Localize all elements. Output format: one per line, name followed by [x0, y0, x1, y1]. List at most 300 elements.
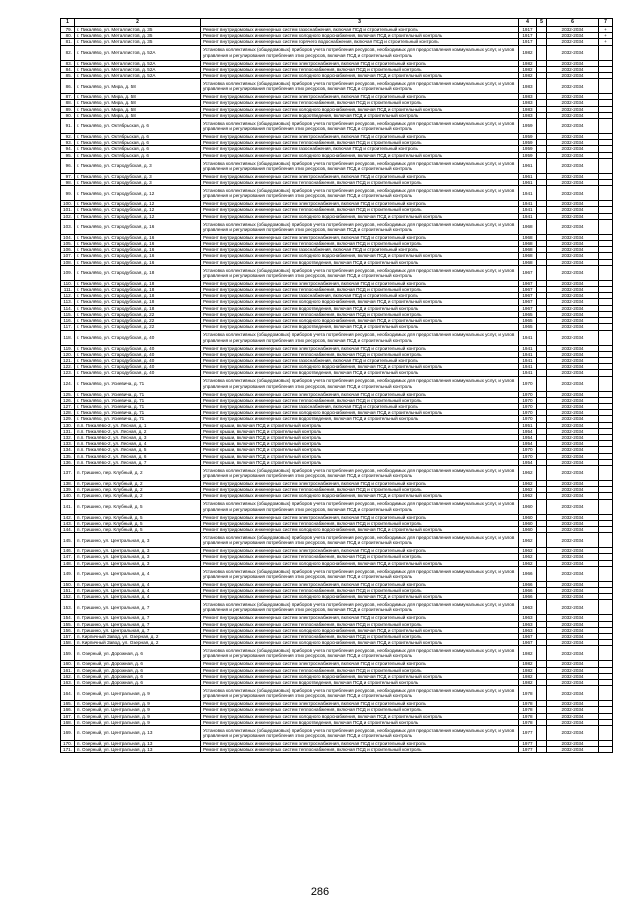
row-number: 110. [61, 280, 75, 286]
period-cell: 2032-2034 [547, 207, 599, 213]
work-description-cell: Ремонт внутридомовых инженерных систем газоснабжения, включая ПСД и строительный контроль [201, 357, 519, 363]
row-number: 108. [61, 259, 75, 265]
row-number: 107. [61, 253, 75, 259]
address-cell: п. Гришино, ул. Центральная, д. 7 [75, 600, 201, 615]
period-cell: 2032-2034 [547, 60, 599, 66]
address-cell: г. Пикалёво, ул. Стародубская, д. 3 [75, 173, 201, 179]
table-row [61, 566, 613, 581]
work-description-cell: Ремонт внутридомовых инженерных систем электроснабжения, включая ПСД и строительный контроль [201, 391, 519, 397]
address-cell: г. Пикалёво, ул. Усиевича, д. 71 [75, 403, 201, 409]
work-description-cell: Ремонт внутридомовых инженерных систем водоотведения, включая ПСД и строительный контроль [201, 370, 519, 376]
work-description-cell: Ремонт внутридомовых инженерных систем холодного водоснабжения, включая ПСД и строительный контроль [201, 640, 519, 646]
period-cell: 2032-2034 [547, 480, 599, 486]
period-cell: 2032-2034 [547, 526, 599, 532]
address-cell: г. Пикалёво, ул. Мира, д. 58 [75, 112, 201, 118]
period-cell: 2032-2034 [547, 180, 599, 186]
period-cell: 2032-2034 [547, 330, 599, 345]
row-number: 109. [61, 265, 75, 280]
work-description-cell: Ремонт внутридомовых инженерных систем теплоснабжения, включая ПСД и строительный контроль [201, 587, 519, 593]
address-cell: г. Пикалёво, ул. Стародубская, д. 12 [75, 207, 201, 213]
header-cell: 1 [61, 19, 75, 27]
work-description-cell: Ремонт внутридомовых инженерных систем холодного водоснабжения, включая ПСД и строительный контроль [201, 106, 519, 112]
work-description-cell: Ремонт внутридомовых инженерных систем холодного водоснабжения, включая ПСД и строительный контроль [201, 594, 519, 600]
table-row [61, 416, 613, 422]
table-row [61, 640, 613, 646]
row-number: 87. [61, 94, 75, 100]
year-cell: 1959 [519, 134, 537, 140]
mark-cell [599, 533, 613, 548]
row-number: 104. [61, 234, 75, 240]
address-cell: п. Озерный, ул. Дорожная, д. 6 [75, 661, 201, 667]
year-cell: 1962 [519, 487, 537, 493]
empty-cell [537, 726, 547, 741]
address-cell: п. Озерный, ул. Дорожная, д. 6 [75, 646, 201, 661]
table-row [61, 247, 613, 253]
period-cell: 2032-2034 [547, 587, 599, 593]
year-cell: 1963 [519, 627, 537, 633]
row-number: 117. [61, 324, 75, 330]
row-number: 102. [61, 213, 75, 219]
table-row [61, 253, 613, 259]
address-cell: п. Гришино, ул. Центральная, д. 3 [75, 533, 201, 548]
period-cell: 2032-2034 [547, 410, 599, 416]
period-cell: 2032-2034 [547, 499, 599, 514]
table-row [61, 634, 613, 640]
year-cell: 1968 [519, 259, 537, 265]
work-description-cell: Ремонт внутридомовых инженерных систем теплоснабжения, включая ПСД и строительный контроль [201, 397, 519, 403]
row-number: 130. [61, 422, 75, 428]
period-cell: 2032-2034 [547, 241, 599, 247]
table-row [61, 741, 613, 747]
period-cell: 2032-2034 [547, 140, 599, 146]
period-cell: 2032-2034 [547, 253, 599, 259]
work-description-cell: Ремонт внутридомовых инженерных систем водоотведения, включая ПСД и строительный контроль [201, 259, 519, 265]
table-row [61, 79, 613, 94]
period-cell: 2032-2034 [547, 79, 599, 94]
table-row [61, 66, 613, 72]
address-cell: г. Пикалёво, ул. Стародубская, д. 18 [75, 280, 201, 286]
period-cell: 2032-2034 [547, 66, 599, 72]
empty-cell [537, 186, 547, 201]
period-cell: 2032-2034 [547, 397, 599, 403]
period-cell: 2032-2034 [547, 146, 599, 152]
period-cell: 2032-2034 [547, 560, 599, 566]
row-number: 154. [61, 615, 75, 621]
work-description-cell: Ремонт внутридомовых инженерных систем теплоснабжения, включая ПСД и строительный контроль [201, 66, 519, 72]
mark-cell [599, 747, 613, 753]
year-cell: 1967 [519, 299, 537, 305]
table-row [61, 146, 613, 152]
table-row [61, 293, 613, 299]
address-cell: п. Кирпичный Завод, ул. Озерная, д. 2 [75, 634, 201, 640]
work-description-cell: Ремонт внутридомовых инженерных систем водоотведения, включая ПСД и строительный контроль [201, 112, 519, 118]
period-cell: 2032-2034 [547, 119, 599, 134]
row-number: 159. [61, 646, 75, 661]
mark-cell [599, 566, 613, 581]
address-cell: п. Гришино, ул. Центральная, д. 4 [75, 581, 201, 587]
year-cell: 1983 [519, 112, 537, 118]
period-cell: 2032-2034 [547, 487, 599, 493]
address-cell: г. Пикалёво, ул. Стародубская, д. 3 [75, 180, 201, 186]
year-cell: 1982 [519, 667, 537, 673]
row-number: 166. [61, 707, 75, 713]
work-description-cell: Установка коллективных (общедомовых) приборов учета потребления ресурсов, необходимых для предоставления коммунальных услуг, и узлов управления и регулирования потребления этих ресурсов, включая ПСД и строительный контроль [201, 465, 519, 480]
table-row [61, 533, 613, 548]
year-cell: 1959 [519, 140, 537, 146]
row-number: 147. [61, 554, 75, 560]
work-description-cell: Ремонт внутридомовых инженерных систем газоснабжения, включая ПСД и строительный контроль [201, 247, 519, 253]
row-number: 125. [61, 391, 75, 397]
work-description-cell: Ремонт внутридомовых инженерных систем холодного водоснабжения, включая ПСД и строительный контроль [201, 493, 519, 499]
work-description-cell: Ремонт внутридомовых инженерных систем холодного водоснабжения, включая ПСД и строительный контроль [201, 73, 519, 79]
year-cell: 1959 [519, 146, 537, 152]
table-row [61, 27, 613, 33]
year-cell: 1978 [519, 719, 537, 725]
period-cell: 2032-2034 [547, 667, 599, 673]
year-cell: 1966 [519, 594, 537, 600]
year-cell: 1954 [519, 434, 537, 440]
period-cell: 2032-2034 [547, 234, 599, 240]
address-cell: г. Пикалёво, ул. Октябрьская, д. 6 [75, 152, 201, 158]
address-cell: п. Гришино, ул. Центральная, д. 7 [75, 615, 201, 621]
period-cell: 2032-2034 [547, 112, 599, 118]
row-number: 131. [61, 428, 75, 434]
row-number: 170. [61, 741, 75, 747]
table-row [61, 186, 613, 201]
row-number: 149. [61, 566, 75, 581]
work-description-cell: Ремонт внутридомовых инженерных систем теплоснабжения, включая ПСД и строительный контроль [201, 351, 519, 357]
address-cell: г. Пикалёво, ул. Мира, д. 58 [75, 106, 201, 112]
year-cell: 1978 [519, 701, 537, 707]
address-cell: п. Озерный, ул. Центральная, д. 9 [75, 686, 201, 701]
period-cell: 2032-2034 [547, 134, 599, 140]
period-cell: 2032-2034 [547, 299, 599, 305]
address-cell: п. Гришино, пер. Клубный, д. 2 [75, 465, 201, 480]
row-number: 88. [61, 100, 75, 106]
year-cell: 1959 [519, 152, 537, 158]
year-cell: 1967 [519, 280, 537, 286]
work-description-cell: Установка коллективных (общедомовых) приборов учета потребления ресурсов, необходимых для предоставления коммунальных услуг, и узлов управления и регулирования потребления этих ресурсов, включая ПСД и строительный контроль [201, 186, 519, 201]
period-cell: 2032-2034 [547, 447, 599, 453]
header-cell: 3 [201, 19, 519, 27]
address-cell: п. Гришино, пер. Клубный, д. 2 [75, 493, 201, 499]
address-cell: п.п. Пикалёво-2, ул. Лесная, д. 1 [75, 422, 201, 428]
mark-cell [599, 499, 613, 514]
table-row [61, 73, 613, 79]
table-row [61, 39, 613, 45]
row-number: 90. [61, 112, 75, 118]
year-cell: 1941 [519, 330, 537, 345]
row-number: 98. [61, 180, 75, 186]
address-cell: г. Пикалёво, ул. Стародубская, д. 22 [75, 318, 201, 324]
year-cell: 1917 [519, 39, 537, 45]
table-row [61, 548, 613, 554]
address-cell: п. Озерный, ул. Центральная, д. 13 [75, 741, 201, 747]
work-description-cell: Ремонт внутридомовых инженерных систем теплоснабжения, включая ПСД и строительный контроль [201, 287, 519, 293]
row-number: 128. [61, 410, 75, 416]
work-description-cell: Ремонт внутридомовых инженерных систем холодного водоснабжения, включая ПСД и строительный контроль [201, 33, 519, 39]
address-cell: п.п. Пикалёво-2, ул. Лесная, д. 5 [75, 447, 201, 453]
year-cell: 1941 [519, 345, 537, 351]
address-cell: г. Пикалёво, ул. Стародубская, д. 16 [75, 259, 201, 265]
work-description-cell: Ремонт внутридомовых инженерных систем водоотведения, включая ПСД и строительный контроль [201, 305, 519, 311]
table-row [61, 305, 613, 311]
period-cell: 2032-2034 [547, 311, 599, 317]
period-cell: 2032-2034 [547, 634, 599, 640]
year-cell: 1978 [519, 686, 537, 701]
work-description-cell: Установка коллективных (общедомовых) приборов учета потребления ресурсов, необходимых для предоставления коммунальных услуг, и узлов управления и регулирования потребления этих ресурсов, включая ПСД и строительный контроль [201, 566, 519, 581]
work-description-cell: Ремонт внутридомовых инженерных систем холодного водоснабжения, включая ПСД и строительный контроль [201, 318, 519, 324]
row-number: 83. [61, 60, 75, 66]
work-description-cell: Ремонт внутридомовых инженерных систем водоотведения, включая ПСД и строительный контроль [201, 324, 519, 330]
work-description-cell: Ремонт внутридомовых инженерных систем холодного водоснабжения, включая ПСД и строительный контроль [201, 299, 519, 305]
header-cell: 7 [599, 19, 613, 27]
work-description-cell: Ремонт внутридомовых инженерных систем теплоснабжения, включая ПСД и строительный контроль [201, 707, 519, 713]
table-row [61, 345, 613, 351]
address-cell: г. Пикалёво, ул. Стародубская, д. 16 [75, 241, 201, 247]
row-number: 94. [61, 146, 75, 152]
year-cell: 1977 [519, 747, 537, 753]
period-cell: 2032-2034 [547, 533, 599, 548]
mark-cell [599, 119, 613, 134]
address-cell: п. Озерный, ул. Дорожная, д. 6 [75, 667, 201, 673]
work-description-cell: Ремонт внутридомовых инженерных систем теплоснабжения, включая ПСД и строительный контроль [201, 621, 519, 627]
work-description-cell: Ремонт внутридомовых инженерных систем холодного водоснабжения, включая ПСД и строительный контроль [201, 713, 519, 719]
work-description-cell: Ремонт крыши, включая ПСД и строительный контроль [201, 434, 519, 440]
year-cell: 1962 [519, 465, 537, 480]
row-number: 97. [61, 173, 75, 179]
year-cell: 1954 [519, 441, 537, 447]
year-cell: 1977 [519, 741, 537, 747]
work-description-cell: Ремонт крыши, включая ПСД и строительный контроль [201, 459, 519, 465]
year-cell: 1966 [519, 581, 537, 587]
year-cell: 1978 [519, 713, 537, 719]
row-number: 143. [61, 520, 75, 526]
address-cell: г. Пикалёво, ул. Усиевича, д. 71 [75, 410, 201, 416]
mark-cell [599, 376, 613, 391]
period-cell: 2032-2034 [547, 673, 599, 679]
period-cell: 2032-2034 [547, 370, 599, 376]
work-description-cell: Ремонт внутридомовых инженерных систем электроснабжения, включая ПСД и строительный контроль [201, 234, 519, 240]
table-row [61, 330, 613, 345]
period-cell: 2032-2034 [547, 493, 599, 499]
row-number: 155. [61, 621, 75, 627]
mark-cell: + [599, 33, 613, 39]
period-cell: 2032-2034 [547, 357, 599, 363]
address-cell: г. Пикалёво, ул. Стародубская, д. 40 [75, 330, 201, 345]
work-description-cell: Ремонт внутридомовых инженерных систем электроснабжения, включая ПСД и строительный контроль [201, 741, 519, 747]
address-cell: п. Гришино, ул. Центральная, д. 3 [75, 560, 201, 566]
row-number: 164. [61, 686, 75, 701]
empty-cell [537, 79, 547, 94]
work-description-cell: Ремонт внутридомовых инженерных систем холодного водоснабжения, включая ПСД и строительный контроль [201, 364, 519, 370]
table-row [61, 594, 613, 600]
period-cell: 2032-2034 [547, 106, 599, 112]
period-cell: 2032-2034 [547, 351, 599, 357]
year-cell: 1967 [519, 634, 537, 640]
row-number: 101. [61, 207, 75, 213]
year-cell: 1959 [519, 119, 537, 134]
year-cell: 1968 [519, 247, 537, 253]
year-cell: 1960 [519, 526, 537, 532]
row-number: 89. [61, 106, 75, 112]
period-cell: 2032-2034 [547, 707, 599, 713]
header-cell: 2 [75, 19, 201, 27]
work-description-cell: Ремонт внутридомовых инженерных систем теплоснабжения, включая ПСД и строительный контроль [201, 520, 519, 526]
address-cell: п. Гришино, ул. Центральная, д. 7 [75, 621, 201, 627]
period-cell: 2032-2034 [547, 747, 599, 753]
work-description-cell: Установка коллективных (общедомовых) приборов учета потребления ресурсов, необходимых для предоставления коммунальных услуг, и узлов управления и регулирования потребления этих ресурсов, включая ПСД и строительный контроль [201, 376, 519, 391]
year-cell: 1978 [519, 707, 537, 713]
year-cell: 1962 [519, 533, 537, 548]
period-cell: 2032-2034 [547, 640, 599, 646]
table-row [61, 397, 613, 403]
table-row [61, 376, 613, 391]
work-description-cell: Установка коллективных (общедомовых) приборов учета потребления ресурсов, необходимых для предоставления коммунальных услуг, и узлов управления и регулирования потребления этих ресурсов, включая ПСД и строительный контроль [201, 726, 519, 741]
table-row [61, 701, 613, 707]
row-number: 126. [61, 397, 75, 403]
address-cell: г. Пикалёво, ул. Металлистов, д. 52А [75, 45, 201, 60]
address-cell: п.п. Пикалёво-2, ул. Лесная, д. 6 [75, 453, 201, 459]
work-description-cell: Установка коллективных (общедомовых) приборов учета потребления ресурсов, необходимых для предоставления коммунальных услуг, и узлов управления и регулирования потребления этих ресурсов, включая ПСД и строительный контроль [201, 119, 519, 134]
address-cell: г. Пикалёво, ул. Металлистов, д. 52А [75, 66, 201, 72]
address-cell: г. Пикалёво, ул. Металлистов, д. 52А [75, 60, 201, 66]
row-number: 151. [61, 587, 75, 593]
address-cell: п. Гришино, пер. Клубный, д. 2 [75, 480, 201, 486]
mark-cell [599, 45, 613, 60]
work-description-cell: Установка коллективных (общедомовых) приборов учета потребления ресурсов, необходимых для предоставления коммунальных услуг, и узлов управления и регулирования потребления этих ресурсов, включая ПСД и строительный контроль [201, 499, 519, 514]
table-row [61, 324, 613, 330]
address-cell: п. Озерный, ул. Центральная, д. 13 [75, 726, 201, 741]
period-cell: 2032-2034 [547, 158, 599, 173]
table-row [61, 134, 613, 140]
period-cell: 2032-2034 [547, 646, 599, 661]
row-number: 139. [61, 487, 75, 493]
row-number: 167. [61, 713, 75, 719]
row-number: 121. [61, 357, 75, 363]
row-number: 82. [61, 45, 75, 60]
row-number: 116. [61, 318, 75, 324]
period-cell: 2032-2034 [547, 459, 599, 465]
header-row [61, 19, 613, 27]
address-cell: п.п. Пикалёво-2, ул. Лесная, д. 4 [75, 441, 201, 447]
empty-cell [537, 533, 547, 548]
year-cell: 1982 [519, 680, 537, 686]
row-number: 163. [61, 680, 75, 686]
year-cell: 1968 [519, 234, 537, 240]
row-number: 86. [61, 79, 75, 94]
year-cell: 1941 [519, 201, 537, 207]
year-cell: 1982 [519, 661, 537, 667]
work-description-cell: Ремонт внутридомовых инженерных систем водоотведения, включая ПСД и строительный контроль [201, 719, 519, 725]
period-cell: 2032-2034 [547, 441, 599, 447]
row-number: 105. [61, 241, 75, 247]
period-cell: 2032-2034 [547, 627, 599, 633]
period-cell: 2032-2034 [547, 376, 599, 391]
row-number: 99. [61, 186, 75, 201]
period-cell: 2032-2034 [547, 305, 599, 311]
page-number: 286 [310, 886, 330, 898]
table-row [61, 140, 613, 146]
year-cell: 1967 [519, 265, 537, 280]
address-cell: г. Пикалёво, ул. Стародубская, д. 40 [75, 351, 201, 357]
address-cell: п. Озерный, ул. Центральная, д. 9 [75, 701, 201, 707]
mark-cell [599, 219, 613, 234]
address-cell: г. Пикалёво, ул. Октябрьская, д. 6 [75, 119, 201, 134]
work-description-cell: Ремонт внутридомовых инженерных систем горячего водоснабжения, включая ПСД и строительный контроль [201, 39, 519, 45]
year-cell: 1970 [519, 447, 537, 453]
work-description-cell: Ремонт внутридомовых инженерных систем теплоснабжения, включая ПСД и строительный контроль [201, 100, 519, 106]
year-cell: 1967 [519, 293, 537, 299]
row-number: 150. [61, 581, 75, 587]
row-number: 144. [61, 526, 75, 532]
address-cell: г. Пикалёво, ул. Мира, д. 58 [75, 100, 201, 106]
year-cell: 1962 [519, 493, 537, 499]
row-number: 146. [61, 548, 75, 554]
table-row [61, 33, 613, 39]
row-number: 96. [61, 158, 75, 173]
table-row [61, 646, 613, 661]
period-cell: 2032-2034 [547, 213, 599, 219]
row-number: 122. [61, 364, 75, 370]
period-cell: 2032-2034 [547, 94, 599, 100]
period-cell: 2032-2034 [547, 428, 599, 434]
address-cell: г. Пикалёво, ул. Стародубская, д. 16 [75, 234, 201, 240]
work-description-cell: Ремонт внутридомовых инженерных систем электроснабжения, включая ПСД и строительный контроль [201, 201, 519, 207]
year-cell: 1962 [519, 560, 537, 566]
row-number: 95. [61, 152, 75, 158]
period-cell: 2032-2034 [547, 287, 599, 293]
mark-cell [599, 79, 613, 94]
year-cell: 1968 [519, 219, 537, 234]
row-number: 119. [61, 345, 75, 351]
row-number: 157. [61, 634, 75, 640]
period-cell: 2032-2034 [547, 186, 599, 201]
work-description-cell: Ремонт внутридомовых инженерных систем холодного водоснабжения, включая ПСД и строительный контроль [201, 410, 519, 416]
work-description-cell: Ремонт внутридомовых инженерных систем холодного водоснабжения, включая ПСД и строительный контроль [201, 673, 519, 679]
year-cell: 1941 [519, 213, 537, 219]
address-cell: г. Пикалёво, ул. Стародубская, д. 12 [75, 201, 201, 207]
period-cell: 2032-2034 [547, 719, 599, 725]
row-number: 137. [61, 465, 75, 480]
address-cell: г. Пикалёво, ул. Стародубская, д. 12 [75, 186, 201, 201]
row-number: 171. [61, 747, 75, 753]
row-number: 145. [61, 533, 75, 548]
year-cell: 1941 [519, 351, 537, 357]
address-cell: г. Пикалёво, ул. Металлистов, д. 35 [75, 39, 201, 45]
work-description-cell: Ремонт внутридомовых инженерных систем теплоснабжения, включая ПСД и строительный контроль [201, 747, 519, 753]
period-cell: 2032-2034 [547, 27, 599, 33]
row-number: 169. [61, 726, 75, 741]
table-row [61, 234, 613, 240]
year-cell: 1962 [519, 480, 537, 486]
mark-cell [599, 686, 613, 701]
row-number: 133. [61, 441, 75, 447]
year-cell: 1982 [519, 673, 537, 679]
address-cell: г. Пикалёво, ул. Стародубская, д. 16 [75, 253, 201, 259]
period-cell: 2032-2034 [547, 280, 599, 286]
year-cell: 1977 [519, 726, 537, 741]
year-cell: 1917 [519, 27, 537, 33]
work-description-cell: Установка коллективных (общедомовых) приборов учета потребления ресурсов, необходимых для предоставления коммунальных услуг, и узлов управления и регулирования потребления этих ресурсов, включая ПСД и строительный контроль [201, 330, 519, 345]
row-number: 152. [61, 594, 75, 600]
period-cell: 2032-2034 [547, 621, 599, 627]
table-row [61, 621, 613, 627]
empty-cell [537, 265, 547, 280]
work-description-cell: Ремонт внутридомовых инженерных систем теплоснабжения, включая ПСД и строительный контроль [201, 487, 519, 493]
row-number: 127. [61, 403, 75, 409]
period-cell: 2032-2034 [547, 548, 599, 554]
